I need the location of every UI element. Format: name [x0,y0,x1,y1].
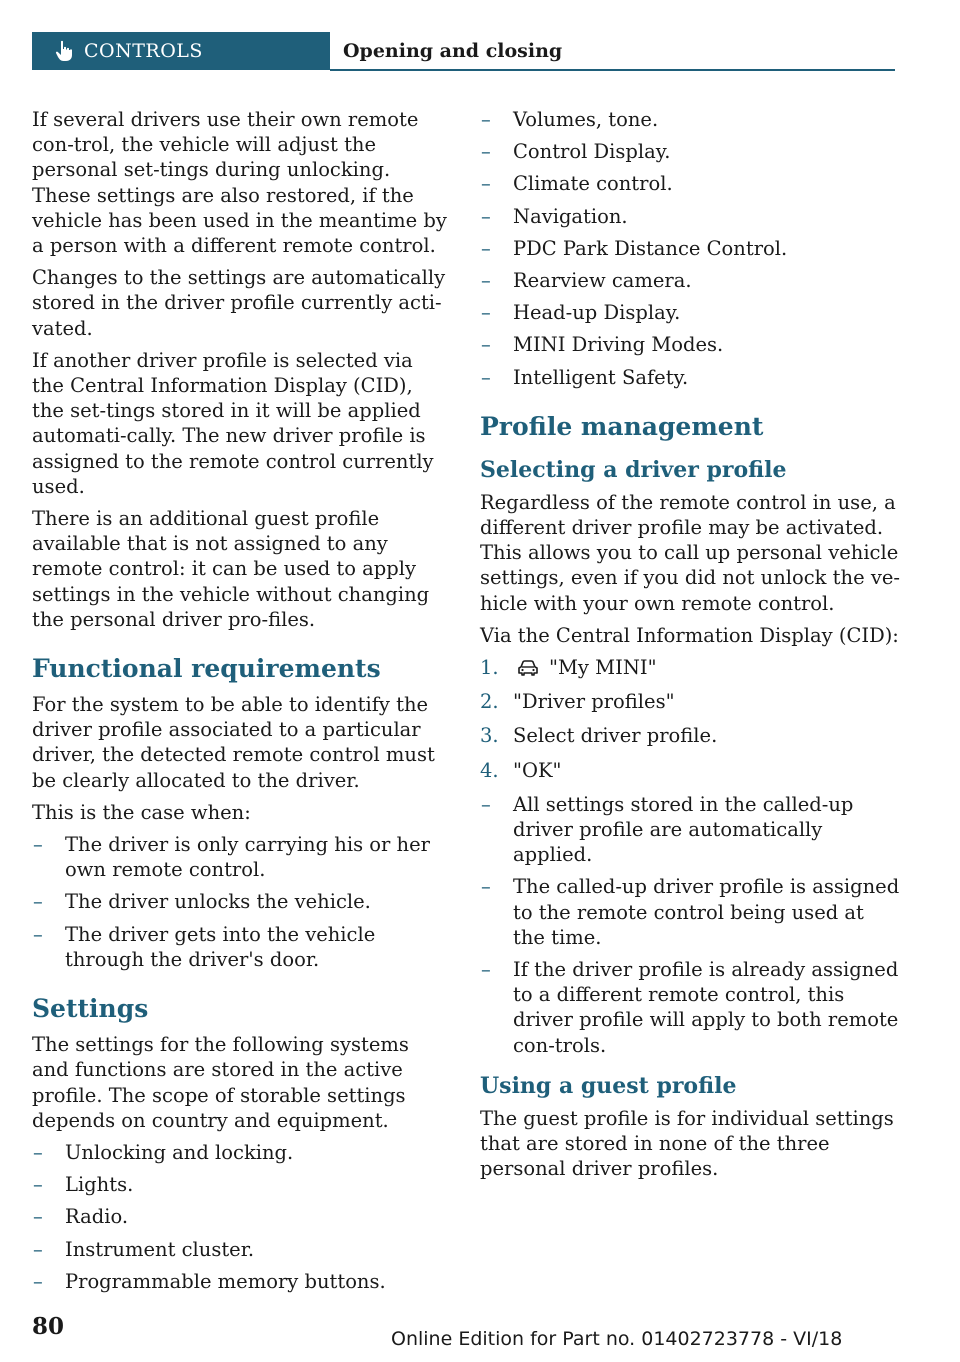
dash-marker: – [481,333,491,357]
paragraph: Changes to the settings are automatically stored in the driver profile currently acti-vated. [32,266,446,340]
list-item: – Control Display. [481,140,671,164]
list-item: – Programmable memory buttons. [33,1269,386,1293]
dash-marker: – [33,833,43,857]
dash-marker: – [481,204,491,228]
pointing-hand-icon [54,40,74,62]
dash-marker: – [33,1140,43,1164]
requirements-list [32,832,450,972]
section-title: CONTROLS [84,40,203,62]
dash-marker: – [481,236,491,260]
step-number: 2. [480,690,499,714]
step-number: 1. [480,656,499,680]
list-item: – Instrument cluster. [33,1237,255,1261]
dash-marker: – [33,1269,43,1293]
paragraph: There is an additional guest profile available that is not assigned to any remote control: it can be used to apply settings in the vehicle without changing the personal driver pro-files. [32,507,430,631]
paragraph: Via the Central Information Display (CID): [480,623,899,647]
dash-marker: – [33,1173,43,1197]
paragraph: The guest profile is for individual settings that are stored in none of the three personal driver profiles. [480,1106,894,1181]
page-header [32,32,895,71]
selection-steps [480,655,900,783]
dash-marker: – [481,269,491,293]
list-item: – If the driver profile is already assigned to a different remote control, this driver profile will apply to both remote con-trols. [481,958,899,1057]
paragraph: This is the case when: [32,800,251,824]
list-item: – Unlocking and locking. [33,1140,294,1164]
car-icon [517,659,539,677]
dash-marker: – [481,172,491,196]
step-number: 4. [480,758,499,782]
chapter-title: Opening and closing [343,40,563,62]
list-item: – The driver unlocks the vehicle. [33,890,371,914]
step-item: 1. "My MINI" [480,656,657,680]
dash-marker: – [481,958,491,982]
left-column [32,107,450,1301]
list-item: – Climate control. [481,172,673,196]
list-item: – The driver is only carrying his or her own remote control. [33,833,430,882]
right-column [480,107,900,1189]
step-number: 3. [480,724,499,748]
dash-marker: – [481,140,491,164]
list-item: – The called-up driver profile is assigned to the remote control being used at the time. [481,875,900,949]
list-item: – The driver gets into the vehicle through the driver's door. [33,922,376,971]
selection-notes [480,792,900,1058]
dash-marker: – [481,792,491,816]
paragraph: If another driver profile is selected via the Central Information Display (CID), the set-tings stored in it will be applied automati-cally. The new driver profile is assigned to the remote control currently used. [32,348,434,498]
paragraph: Regardless of the remote control in use, a different driver profile may be activated. This allows you to call up personal vehicle settings, even if you did not unlock the ve-hicle with your own remote control. [480,490,900,615]
page-number: 80 [32,1313,65,1340]
paragraph: If several drivers use their own remote con-trol, the vehicle will adjust the personal set-tings during unlocking. These settings are also restored, if the vehicle has been used in the meantime by a person with a different remote control. [32,108,447,258]
list-item: – Volumes, tone. [481,108,659,131]
dash-marker: – [481,875,491,899]
list-item: – Navigation. [481,204,628,228]
list-item: – All settings stored in the called-up driver profile are automatically applied. [481,792,854,867]
step-item: 2. "Driver profiles" [480,690,675,714]
list-item: – Head-up Display. [481,301,681,325]
list-item: – Intelligent Safety. [481,365,689,389]
section-tab [32,32,330,70]
list-item: – Lights. [33,1173,134,1197]
dash-marker: – [33,890,43,914]
heading-selecting-driver-profile: Selecting a driver profile [480,456,787,483]
dash-marker: – [481,365,491,389]
header-rule [330,69,895,71]
list-item: – Radio. [33,1205,129,1229]
edition-footer: Online Edition for Part no. 01402723778 - VI/18 [391,1328,843,1350]
step-item: 4. "OK" [480,758,562,782]
list-item: – PDC Park Distance Control. [481,236,788,260]
dash-marker: – [481,301,491,325]
heading-using-guest-profile: Using a guest profile [480,1072,737,1099]
paragraph: For the system to be able to identify the driver profile associated to a particular driver, the detected remote control must be clearly allocated to the driver. [32,693,435,792]
paragraph: The settings for the following systems and functions are stored in the active profile. The scope of storable settings depends on country and equipment. [32,1033,409,1132]
dash-marker: – [33,1205,43,1229]
dash-marker: – [33,1237,43,1261]
step-item: 3. Select driver profile. [480,724,718,748]
list-item: – Rearview camera. [481,269,692,293]
dash-marker: – [481,108,491,131]
settings-list [32,1140,450,1294]
heading-settings: Settings [32,994,149,1024]
dash-marker: – [33,922,43,946]
heading-profile-management: Profile management [480,411,764,441]
heading-functional-requirements: Functional requirements [32,654,381,684]
settings-list-continued [480,107,900,390]
list-item: – MINI Driving Modes. [481,333,724,357]
